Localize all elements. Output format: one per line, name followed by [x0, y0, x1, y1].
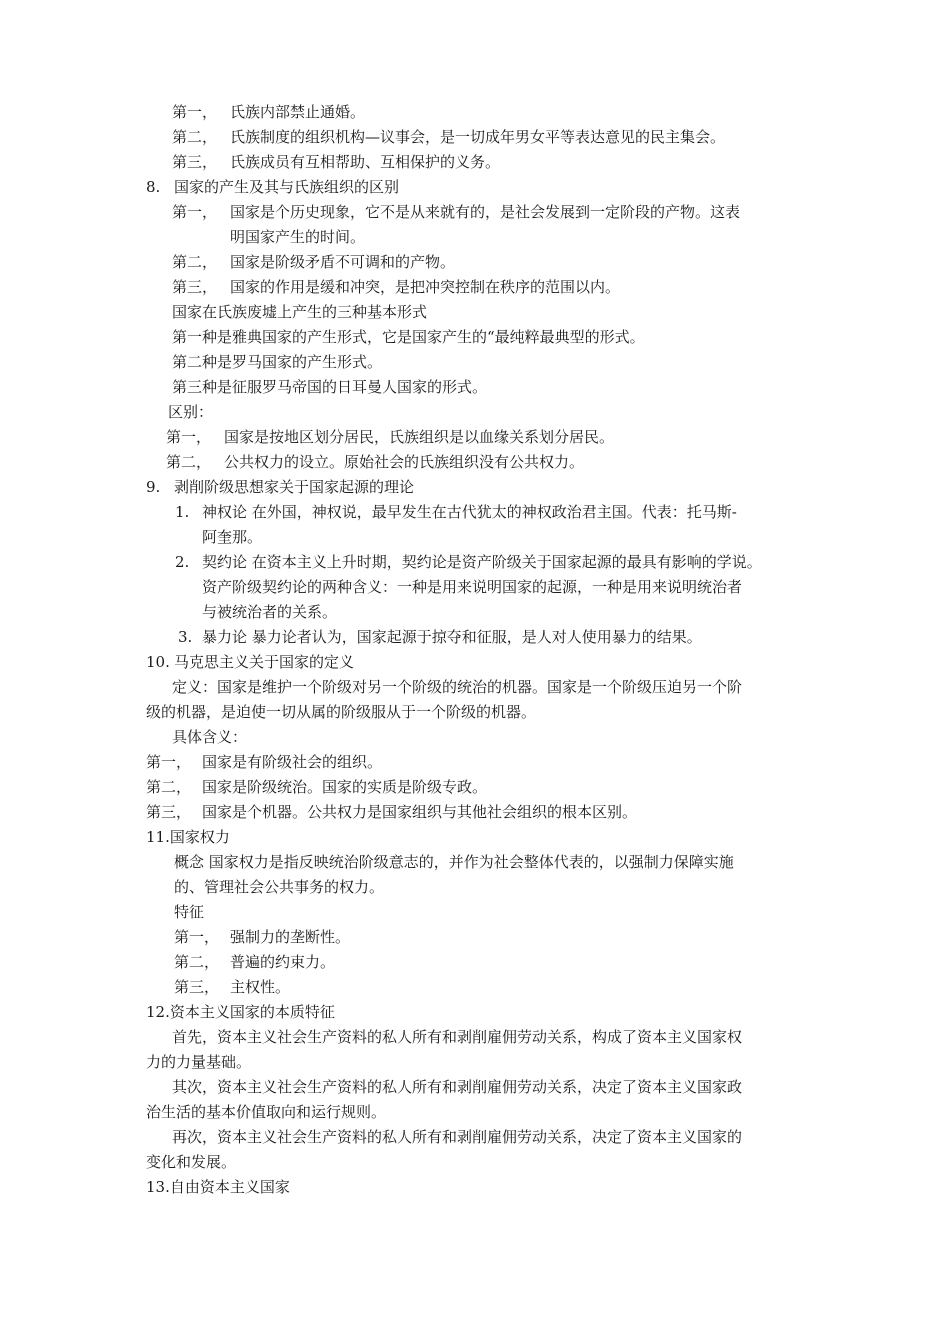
paragraph-line: 首先，资本主义社会生产资料的私人所有和剥削雇佣劳动关系，构成了资本主义国家权 [172, 1028, 743, 1046]
list-item: 第二， 国家是阶级矛盾不可调和的产物。 [172, 253, 456, 271]
list-item-continuation: 明国家产生的时间。 [230, 228, 366, 246]
subheading: 区别： [168, 403, 214, 421]
paragraph-line: 力的力量基础。 [146, 1053, 252, 1071]
list-item: 第一， 国家是按地区划分居民，氏族组织是以血缘关系划分居民。 [166, 428, 615, 446]
list-item: 第一， 国家是个历史现象，它不是从来就有的，是社会发展到一定阶段的产物。这表 [172, 203, 741, 221]
section-heading: 10. 马克思主义关于国家的定义 [146, 653, 355, 671]
subheading: 国家在氏族废墟上产生的三种基本形式 [172, 303, 428, 321]
subheading: 特征 [174, 903, 205, 921]
list-item: 第三， 国家是个机器。公共权力是国家组织与其他社会组织的根本区别。 [146, 803, 638, 821]
numbered-item: 2. 契约论 在资本主义上升时期，契约论是资产阶级关于国家起源的最具有影响的学说。 [175, 553, 762, 571]
list-item: 第二， 普遍的约束力。 [174, 953, 336, 971]
list-item: 第二， 国家是阶级统治。国家的实质是阶级专政。 [146, 778, 488, 796]
list-item: 第二， 公共权力的设立。原始社会的氏族组织没有公共权力。 [166, 453, 585, 471]
numbered-item-continuation: 与被统治者的关系。 [202, 603, 338, 621]
list-item: 第三， 主权性。 [174, 978, 291, 996]
paragraph-line: 定义：国家是维护一个阶级对另一个阶级的统治的机器。国家是一个阶级压迫另一个阶 [172, 678, 743, 696]
paragraph-line: 第二种是罗马国家的产生形式。 [172, 353, 383, 371]
list-item: 第二， 氏族制度的组织机构—议事会，是一切成年男女平等表达意见的民主集会。 [172, 128, 726, 146]
section-heading: 9. 剥削阶级思想家关于国家起源的理论 [146, 478, 415, 496]
section-heading: 11.国家权力 [146, 828, 230, 846]
paragraph-line: 再次，资本主义社会生产资料的私人所有和剥削雇佣劳动关系，决定了资本主义国家的 [172, 1128, 743, 1146]
paragraph-line: 概念 国家权力是指反映统治阶级意志的，并作为社会整体代表的，以强制力保障实施 [174, 853, 734, 871]
paragraph-line: 变化和发展。 [146, 1153, 237, 1171]
paragraph-line: 的、管理社会公共事务的权力。 [174, 878, 385, 896]
numbered-item-continuation: 资产阶级契约论的两种含义：一种是用来说明国家的起源，一种是用来说明统治者 [202, 578, 743, 596]
numbered-item: 1. 神权论 在外国，神权说，最早发生在古代犹太的神权政治君主国。代表：托马斯- [175, 503, 737, 521]
section-heading: 12.资本主义国家的本质特征 [146, 1003, 335, 1021]
paragraph-line: 级的机器，是迫使一切从属的阶级服从于一个阶级的机器。 [146, 703, 537, 721]
section-heading: 13.自由资本主义国家 [146, 1178, 290, 1196]
list-item: 第一， 国家是有阶级社会的组织。 [146, 753, 383, 771]
paragraph-line: 治生活的基本价值取向和运行规则。 [146, 1103, 387, 1121]
numbered-item: 3. 暴力论 暴力论者认为，国家起源于掠夺和征服，是人对人使用暴力的结果。 [178, 628, 702, 646]
paragraph-line: 第三种是征服罗马帝国的日耳曼人国家的形式。 [172, 378, 488, 396]
paragraph-line: 其次，资本主义社会生产资料的私人所有和剥削雇佣劳动关系，决定了资本主义国家政 [172, 1078, 743, 1096]
numbered-item-continuation: 阿奎那。 [202, 528, 263, 546]
list-item: 第三， 氏族成员有互相帮助、互相保护的义务。 [172, 153, 501, 171]
list-item: 第三， 国家的作用是缓和冲突，是把冲突控制在秩序的范围以内。 [172, 278, 621, 296]
subheading: 具体含义： [172, 728, 248, 746]
section-heading: 8. 国家的产生及其与氏族组织的区别 [146, 178, 400, 196]
list-item: 第一， 强制力的垄断性。 [174, 928, 351, 946]
list-item: 第一， 氏族内部禁止通婚。 [172, 103, 366, 121]
paragraph-line: 第一种是雅典国家的产生形式，它是国家产生的“最纯粹最典型的形式。 [172, 328, 645, 346]
